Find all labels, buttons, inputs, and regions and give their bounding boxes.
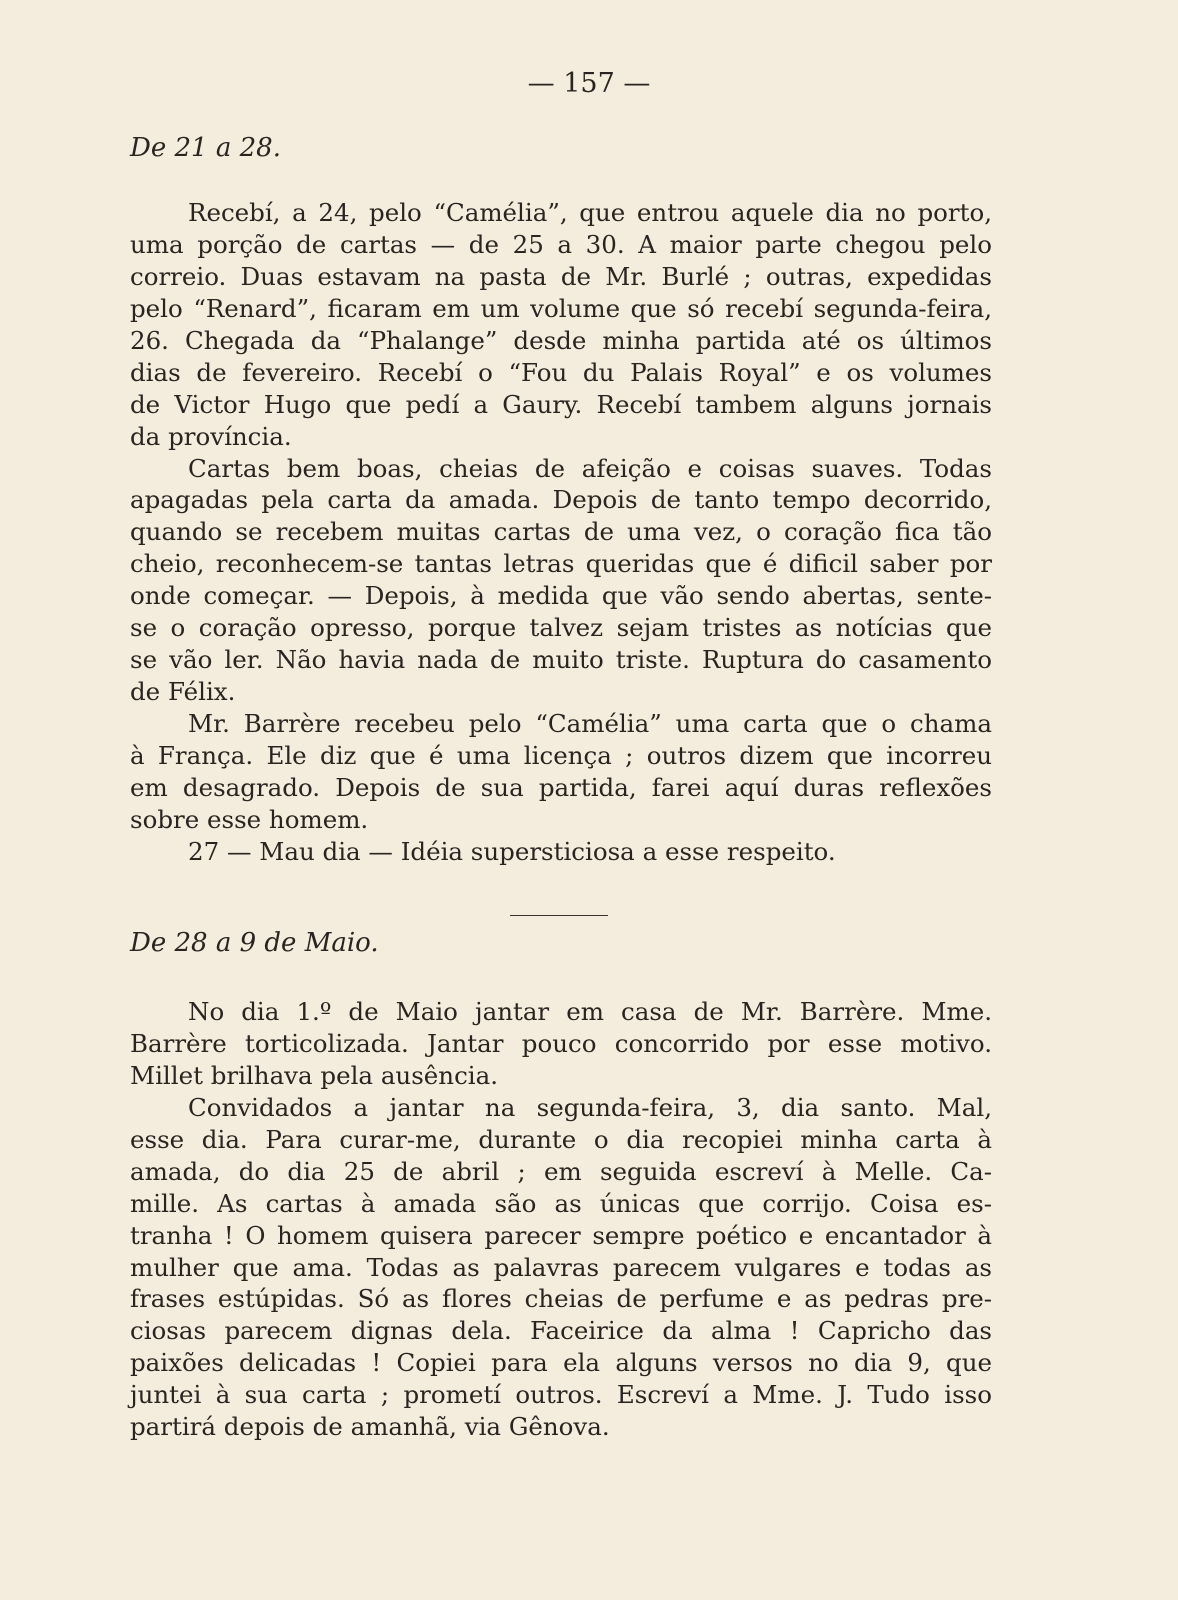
section-heading: De 28 a 9 de Maio. [130,928,379,958]
text-line: Cartas bem boas, cheias de afeição e coisas suaves. Todas [188,453,992,483]
text-line: se vão ler. Não havia nada de muito triste. Ruptura do casamento [130,645,992,675]
page-number: — 157 — [527,68,651,99]
text-line: 26. Chegada da “Phalange” desde minha partida até os últimos [130,325,992,355]
text-line: em desagrado. Depois de sua partida, farei aquí duras reflexões [130,772,992,802]
text-line: onde começar. — Depois, à medida que vão sendo abertas, sente- [130,581,992,611]
text-line: cheio, reconhecem-se tantas letras queridas que é dificil saber por [130,549,992,579]
text-line: No dia 1.º de Maio jantar em casa de Mr. Barrère. Mme. [188,997,992,1026]
text-line: Millet brilhava pela ausência. [130,1060,499,1090]
section-body [130,197,992,868]
text-line: Barrère torticolizada. Jantar pouco concorrido por esse motivo. [130,1028,992,1058]
text-line: pelo “Renard”, ficaram em um volume que só recebí segunda-feira, [130,293,992,323]
text-line: apagadas pela carta da amada. Depois de tanto tempo decorrido, [130,485,992,515]
text-line: mille. As cartas à amada são as únicas que corrijo. Coisa es- [130,1188,992,1218]
text-line: esse dia. Para curar-me, durante o dia recopiei minha carta à [130,1124,992,1154]
text-line: tranha ! O homem quisera parecer sempre poético e encantador à [130,1220,992,1250]
text-line: 27 — Mau dia — Idéia supersticiosa a esse respeito. [188,836,836,866]
text-line: paixões delicadas ! Copiei para ela alguns versos no dia 9, que [130,1348,992,1378]
text-line: amada, do dia 25 de abril ; em seguida escreví à Melle. Ca- [130,1156,992,1186]
text-line: se o coração opresso, porque talvez sejam tristes as notícias que [130,613,992,643]
text-line: mulher que ama. Todas as palavras parecem vulgares e todas as [130,1252,992,1282]
section-divider [510,915,608,916]
text-line: Recebí, a 24, pelo “Camélia”, que entrou aquele dia no porto, [188,198,992,227]
text-line: de Victor Hugo que pedí a Gaury. Recebí tambem alguns jornais [130,389,992,419]
text-line: uma porção de cartas — de 25 a 30. A maior parte chegou pelo [130,229,992,259]
section-body [130,996,992,1443]
text-line: correio. Duas estavam na pasta de Mr. Burlé ; outras, expedidas [130,261,992,291]
text-line: de Félix. [130,677,236,707]
text-line: sobre esse homem. [130,804,369,834]
text-line: dias de fevereiro. Recebí o “Fou du Palais Royal” e os volumes [130,357,992,387]
text-line: partirá depois de amanhã, via Gênova. [130,1412,610,1442]
text-line: Mr. Barrère recebeu pelo “Camélia” uma carta que o chama [188,709,992,738]
text-line: quando se recebem muitas cartas de uma vez, o coração fica tão [130,517,992,547]
text-line: da província. [130,421,292,451]
section-heading: De 21 a 28. [130,133,281,163]
text-line: juntei à sua carta ; prometí outros. Escreví a Mme. J. Tudo isso [130,1380,992,1410]
text-line: Convidados a jantar na segunda-feira, 3, dia santo. Mal, [188,1092,992,1122]
text-line: à França. Ele diz que é uma licença ; outros dizem que incorreu [130,740,992,770]
text-line: frases estúpidas. Só as flores cheias de perfume e as pedras pre- [130,1284,992,1314]
text-line: ciosas parecem dignas dela. Faceirice da alma ! Capricho das [130,1316,992,1346]
